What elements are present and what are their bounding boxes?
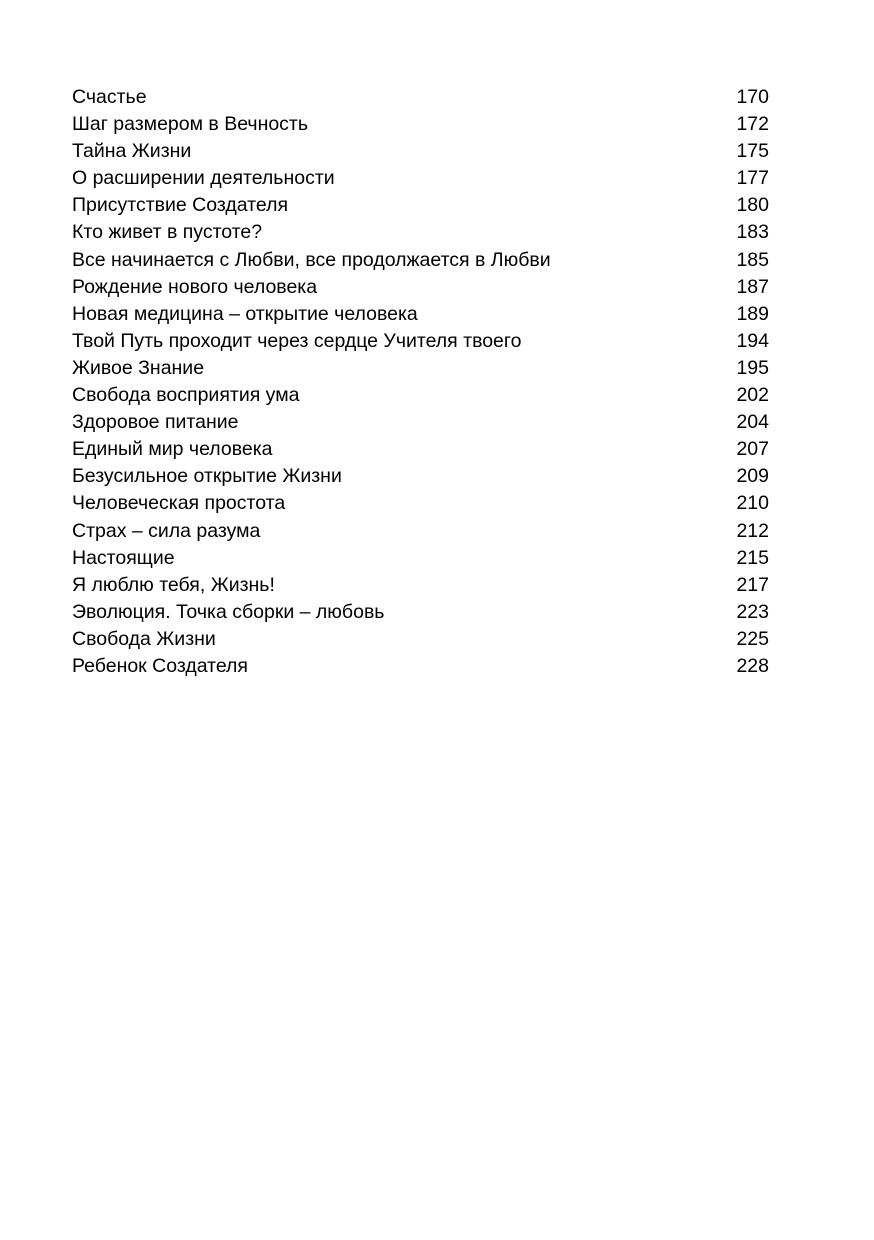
toc-entry-page: 212 xyxy=(736,519,769,542)
toc-entry-page: 202 xyxy=(736,384,769,407)
toc-entry-title: Живое Знание xyxy=(72,356,205,379)
toc-entry-page: 175 xyxy=(736,140,769,163)
toc-entry xyxy=(72,219,769,246)
toc-entry-title: Счастье xyxy=(72,86,147,108)
toc-entry-page: 215 xyxy=(736,546,769,569)
toc-entry-title: Тайна Жизни xyxy=(72,140,192,163)
toc-entry xyxy=(72,247,769,274)
toc-entry-title: Я люблю тебя, Жизнь! xyxy=(72,573,275,596)
toc-entry xyxy=(72,355,769,382)
toc-entry-title: Единый мир человека xyxy=(72,438,273,461)
toc-entry-page: 228 xyxy=(736,654,769,677)
toc-entry-title: Безусильное открытие Жизни xyxy=(72,465,342,488)
toc-entry-page: 177 xyxy=(736,167,769,190)
toc-entry-page: 172 xyxy=(736,113,769,136)
table-of-contents xyxy=(72,84,769,680)
toc-entry xyxy=(72,599,769,626)
toc-entry-title: Кто живет в пустоте? xyxy=(72,221,263,244)
toc-entry xyxy=(72,111,769,138)
toc-entry xyxy=(72,138,769,165)
toc-entry-page: 210 xyxy=(736,492,769,515)
toc-entry-page: 217 xyxy=(736,573,769,596)
toc-entry-page: 204 xyxy=(736,411,769,434)
toc-entry-page: 195 xyxy=(736,356,769,379)
toc-entry xyxy=(72,84,769,111)
toc-entry-page: 189 xyxy=(736,302,769,325)
toc-entry xyxy=(72,490,769,517)
toc-entry-page: 194 xyxy=(736,329,769,352)
toc-entry-title: Здоровое питание xyxy=(72,411,239,434)
toc-entry-page: 185 xyxy=(736,248,769,271)
toc-entry-page: 180 xyxy=(736,194,769,217)
toc-entry xyxy=(72,626,769,653)
toc-entry xyxy=(72,409,769,436)
toc-entry-title: Присутствие Создателя xyxy=(72,194,289,217)
toc-entry xyxy=(72,436,769,463)
toc-entry-title: Страх – сила разума xyxy=(72,519,261,542)
toc-entry xyxy=(72,328,769,355)
toc-entry-title: Эволюция. Точка сборки – любовь xyxy=(72,600,385,623)
toc-entry-title: Новая медицина – открытие человека xyxy=(72,302,418,325)
toc-entry xyxy=(72,518,769,545)
toc-entry xyxy=(72,192,769,219)
toc-entry-page: 225 xyxy=(736,627,769,650)
toc-entry-title: Свобода Жизни xyxy=(72,627,216,650)
toc-entry-title: О расширении деятельности xyxy=(72,167,335,190)
toc-entry-title: Ребенок Создателя xyxy=(72,654,248,677)
toc-entry-page: 183 xyxy=(736,221,769,244)
toc-entry-page: 209 xyxy=(736,465,769,488)
toc-entry-title: Рождение нового человека xyxy=(72,275,318,298)
toc-entry-title: Человеческая простота xyxy=(72,492,286,515)
toc-entry-title: Настоящие xyxy=(72,546,175,569)
toc-entry-page: 207 xyxy=(736,438,769,461)
toc-entry xyxy=(72,301,769,328)
toc-entry-title: Свобода восприятия ума xyxy=(72,384,300,407)
toc-entry xyxy=(72,545,769,572)
toc-entry xyxy=(72,274,769,301)
toc-entry xyxy=(72,165,769,192)
toc-entry xyxy=(72,382,769,409)
toc-entry-title: Шаг размером в Вечность xyxy=(72,113,309,136)
toc-entry-title: Твой Путь проходит через сердце Учителя твоего xyxy=(72,329,522,352)
toc-entry-page: 170 xyxy=(736,86,769,108)
toc-entry xyxy=(72,653,769,680)
toc-entry-page: 223 xyxy=(736,600,769,623)
toc-entry xyxy=(72,463,769,490)
toc-entry-page: 187 xyxy=(736,275,769,298)
toc-entry xyxy=(72,572,769,599)
toc-entry-title: Все начинается с Любви, все продолжается в Любви xyxy=(72,248,551,271)
